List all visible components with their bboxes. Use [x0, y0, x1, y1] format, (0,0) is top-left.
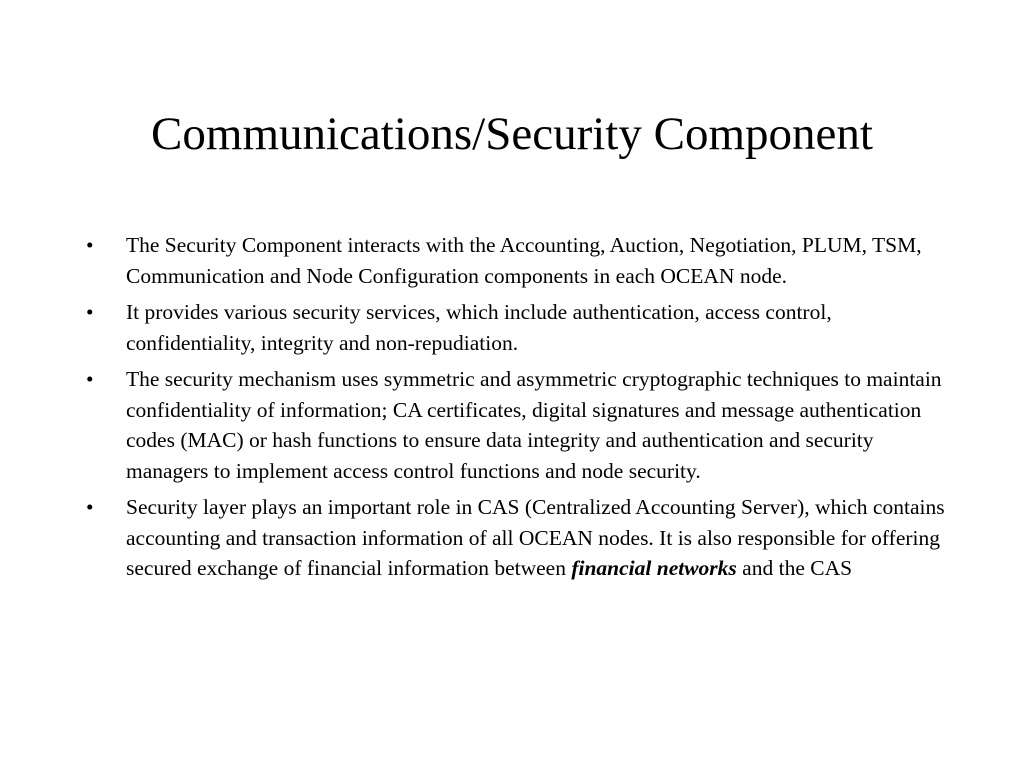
bullet-item — [86, 230, 946, 291]
bullet-text: The security mechanism uses symmetric and asymmetric cryptographic techniques to maintain confidentiality of information; CA certificates, digital signatures and message authentication codes (MAC) or hash functions to ensure data integrity and authentication and security managers to implement access control functions and node security. — [126, 367, 942, 483]
bullet-marker: • — [86, 367, 94, 391]
bullet-item — [86, 364, 946, 486]
slide-title: Communications/Security Component — [151, 108, 873, 160]
bullet-emphasis: financial networks — [571, 556, 737, 580]
bullet-text-before: Security layer plays an important role in CAS (Centralized Accounting Server), which contains accounting and transaction information of all OCEAN nodes. It is also responsible for offering secured exchange of financial information between — [126, 495, 945, 580]
bullet-item — [86, 492, 946, 584]
bullet-marker: • — [86, 300, 94, 324]
bullet-text: It provides various security services, which include authentication, access control, confidentiality, integrity and non-repudiation. — [126, 300, 832, 355]
bullet-text-after: and the CAS — [736, 556, 853, 580]
bullet-text: The Security Component interacts with the Accounting, Auction, Negotiation, PLUM, TSM, Communication and Node Configuration components in each OCEAN node. — [126, 233, 922, 288]
bullet-marker: • — [86, 495, 94, 519]
bullet-marker: • — [86, 233, 94, 257]
bullet-list — [86, 230, 946, 590]
bullet-item — [86, 297, 946, 358]
